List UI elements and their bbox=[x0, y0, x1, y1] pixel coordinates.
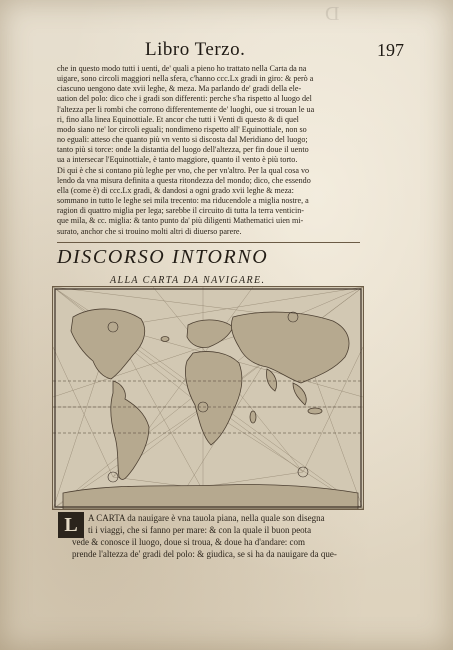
closing-paragraph bbox=[72, 512, 367, 560]
text-line: ciascuno uengono date xvii leghe, & meza. Ma parlando de' gradi della ele- bbox=[57, 84, 302, 94]
text-line: modo siano ne' lor circoli eguali; nondimeno rispetto all' Equinottiale, non so bbox=[57, 124, 307, 134]
text-line: uation del polo: dico che i gradi son differenti: perche s'ha rispetto al luogo del bbox=[57, 94, 312, 104]
text-line: A CARTA da nauigare è vna tauola piana, nella quale son disegna bbox=[88, 513, 325, 523]
section-title: DISCORSO INTORNO bbox=[57, 246, 269, 268]
text-line: tanto più si torce: onde la distantia del luogo dell'altezza, per fin doue il uento bbox=[57, 145, 309, 155]
map-svg bbox=[53, 287, 363, 509]
text-line: ella (come è) di ccc.Lx gradi, & dandosi a ogni grado xvii leghe & meza: bbox=[57, 185, 294, 195]
running-head: Libro Terzo. bbox=[145, 39, 246, 60]
drop-cap: L bbox=[58, 512, 84, 538]
text-line: lendo da vna misura definita a questa ritondezza del mondo; dico, che essendo bbox=[57, 175, 311, 185]
text-line: prende l'altezza de' gradi del polo: & giudica, se si ha da nauigare da que- bbox=[72, 549, 337, 560]
body-paragraph bbox=[57, 64, 357, 237]
world-map-engraving bbox=[52, 286, 364, 510]
section-subtitle: ALLA CARTA DA NAVIGARE. bbox=[110, 275, 266, 286]
text-line: che in questo modo tutti i uenti, de' quali a pieno ho trattato nella Carta da na bbox=[57, 64, 307, 73]
text-line: l'altezza per li rombi che corrono differentemente de' luoghi, oue si trouan le ua bbox=[57, 104, 315, 114]
text-line: ragion di quattro miglia per lega; sarebbe il circuito di tutta la terra venticin- bbox=[57, 206, 304, 216]
text-line: ri, fino alla linea Equinottiale. Et ancor che tutti i Venti di questo & di quel bbox=[57, 114, 299, 124]
text-line: ti i viaggi, che si fanno per mare: & con la quale il buon peota bbox=[88, 525, 312, 536]
text-line: surato, anchor che si trouino molti altri di diuerso parere. bbox=[57, 226, 242, 236]
text-line: Di qui è che si contano più leghe per vno, che per vn'altro. Per la qual cosa vo bbox=[57, 165, 310, 175]
text-line: vede & conosce il luogo, doue si troua, & doue ha d'andare: com bbox=[72, 537, 306, 548]
bleed-through-text: D bbox=[323, 3, 340, 25]
text-line: sommano in tutto le leghe sei mila trecento: ma riducendole a miglia nostre, a bbox=[57, 196, 309, 206]
section-rule bbox=[57, 242, 360, 243]
text-line: ua a intersecar l'Equinottiale, è tanto maggiore, quanto il vento è più torto. bbox=[57, 155, 298, 165]
page-number: 197 bbox=[377, 40, 404, 60]
text-line: no eguali: atteso che quanto più vn vento si discosta dal Meridiano del luogo; bbox=[57, 135, 308, 145]
text-line: uigare, sono circoli maggiori nella sfera, c'hanno ccc.Lx gradi in giro: & però a bbox=[57, 74, 314, 84]
text-line: que mila, & cc. miglia: & tanto punto da' più diligenti Mathematici uien mi- bbox=[57, 216, 304, 226]
